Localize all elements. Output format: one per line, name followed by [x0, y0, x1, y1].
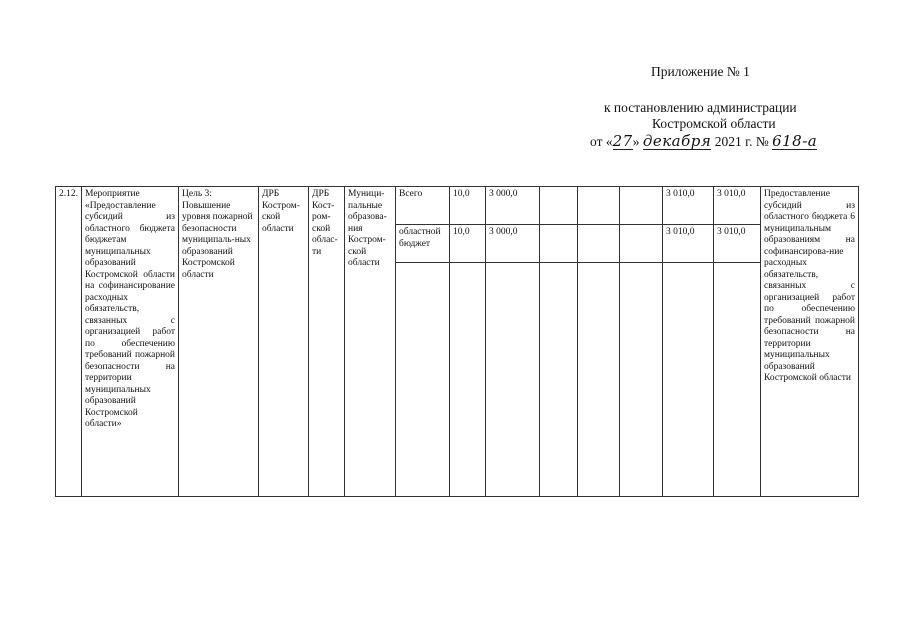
date-year: 2021 г. №: [714, 134, 769, 149]
executor-cell: ДРБ Костром-ской области: [259, 187, 309, 497]
empty-cell: [578, 263, 620, 497]
expected-result-cell: Предоставление субсидий из областного бюджета 6 муниципальным образованиям на софинансирова-ние расходных обязательств, связанных с организацией работ по обеспечению требований пожарной безопасности на территории муниципальных образований Костромской области: [761, 187, 859, 497]
empty-cell: [620, 263, 663, 497]
regional-empty-3: [620, 225, 663, 263]
source-regional-budget: областной бюджет: [396, 225, 450, 263]
event-description: Мероприятие «Предоставление субсидий из областного бюджета бюджетам муниципальных образований Костромской области на софинансирование расходных обязательств, связанных с организацией работ по обеспечению требований пожарной безопасности на территории муниципальных образований Костромской области»: [82, 187, 179, 497]
date-quote-close: »: [632, 134, 640, 149]
regional-value-c: 3 010,0: [663, 225, 714, 263]
source-total: Всего: [396, 187, 450, 225]
participants-cell: Муници-пальные образова-ния Костром-ской области: [345, 187, 396, 497]
regional-empty-2: [578, 225, 620, 263]
empty-cell: [486, 263, 540, 497]
regional-empty-1: [540, 225, 578, 263]
empty-cell: [450, 263, 486, 497]
date-month-handwritten: декабря: [642, 132, 712, 150]
appendix-subtitle-line-2: Костромской области: [652, 116, 776, 131]
date-day-handwritten: 27: [612, 132, 633, 150]
regional-value-a: 10,0: [450, 225, 486, 263]
regional-value-d: 3 010,0: [714, 225, 761, 263]
empty-cell: [396, 263, 450, 497]
total-value-a: 10,0: [450, 187, 486, 225]
total-empty-1: [540, 187, 578, 225]
appendix-title: Приложение № 1: [651, 64, 750, 79]
total-value-b: 3 000,0: [486, 187, 540, 225]
appendix-subtitle-line-1: к постановлению администрации: [604, 100, 797, 115]
measures-table: [55, 186, 859, 497]
goal-cell: Цель 3: Повышение уровня пожарной безопасности муниципаль-ных образований Костромской области: [179, 187, 259, 497]
empty-cell: [663, 263, 714, 497]
total-value-d: 3 010,0: [714, 187, 761, 225]
total-empty-3: [620, 187, 663, 225]
resolution-date-line: [590, 134, 817, 150]
total-empty-2: [578, 187, 620, 225]
doc-number-handwritten: 618-а: [772, 132, 818, 150]
total-value-c: 3 010,0: [663, 187, 714, 225]
row-number: 2.12.: [56, 187, 82, 497]
empty-cell: [540, 263, 578, 497]
coexecutor-cell: ДРБ Кост-ром-ской облас-ти: [309, 187, 345, 497]
regional-value-b: 3 000,0: [486, 225, 540, 263]
empty-cell: [714, 263, 761, 497]
date-prefix: от «: [590, 134, 613, 149]
